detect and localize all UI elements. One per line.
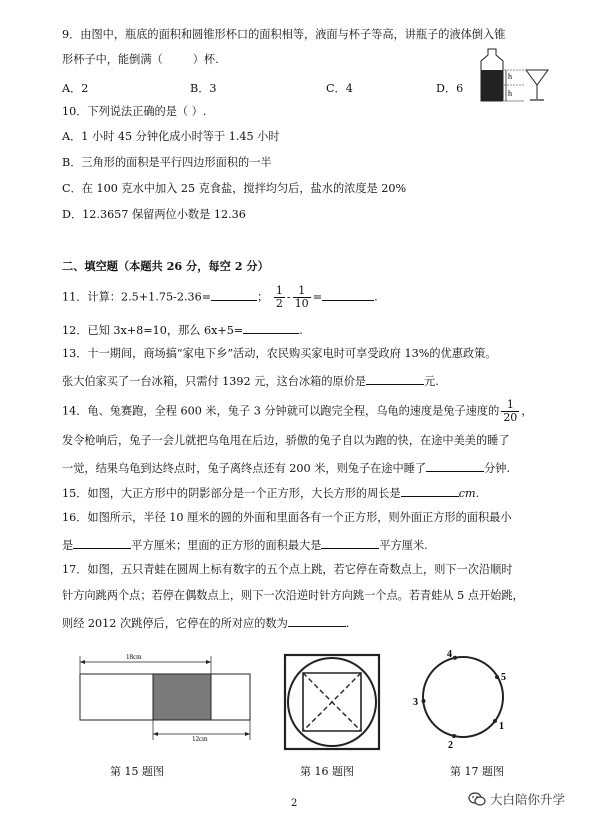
q14-line1 xyxy=(62,399,533,424)
fig15-shaded-square xyxy=(153,674,211,720)
cone-cup xyxy=(526,70,548,85)
q13-blank[interactable] xyxy=(366,373,424,385)
q9-option-c: C．4 xyxy=(326,82,353,95)
q15-line xyxy=(62,485,479,501)
caption-fig16: 第 16 题图 xyxy=(300,765,354,778)
q15-end: . xyxy=(475,487,480,500)
q11-blank-2[interactable] xyxy=(322,289,374,301)
q10-option-b: B．三角形的面积是平行四边形面积的一半 xyxy=(62,156,272,169)
q14-line1-text: 14．龟、兔赛跑，全程 600 米，兔子 3 分钟就可以跑完全程，乌龟的速度是兔子速度的 xyxy=(62,404,500,418)
q11-line xyxy=(62,285,378,310)
q11-fraction-2: $\frac{1}{10}$ xyxy=(294,284,309,310)
h-label-top: h xyxy=(508,72,512,81)
fig15-bottom-label: 12cm xyxy=(192,735,208,743)
wechat-icon xyxy=(468,791,486,807)
q13-line1: 13．十一期间，商场搞“家电下乡”活动，农民购买家电时可享受政府 13%的优惠政策。 xyxy=(62,347,497,360)
q9-option-d: D．6 xyxy=(436,82,464,95)
q13-line2 xyxy=(62,373,439,389)
q12-blank[interactable] xyxy=(243,322,299,334)
q12-prefix: 12．已知 3x+8=10，那么 6x+5= xyxy=(62,324,244,337)
q14-line2: 发令枪响后，兔子一会儿就把乌龟甩在后边，骄傲的兔子自以为跑的快，在途中美美的睡了 xyxy=(62,434,510,447)
q12-line xyxy=(62,322,303,338)
q16-line2-suffix: 平方厘米. xyxy=(379,539,428,552)
q11-sep: ； xyxy=(257,290,269,304)
fig17-point-5: 5 xyxy=(501,672,506,683)
q16-blank-2[interactable] xyxy=(321,537,379,549)
q11-end: . xyxy=(374,290,378,304)
q16-line2-mid: 平方厘米；里面的正方形的面积最大是 xyxy=(131,539,322,552)
fig17-point-4: 4 xyxy=(447,649,452,660)
fig17-circle xyxy=(423,657,503,737)
q10-option-a: A．1 小时 45 分钟化成小时等于 1.45 小时 xyxy=(62,130,280,143)
q14-blank[interactable] xyxy=(426,460,484,472)
q16-line1: 16．如图所示，半径 10 厘米的圆的外面和里面各有一个正方形，则外面正方形的面积最小 xyxy=(62,511,512,524)
caption-fig17: 第 17 题图 xyxy=(450,765,504,778)
q11-minus: - xyxy=(286,290,291,304)
q13-line2-suffix: 元. xyxy=(424,375,439,388)
page-number: 2 xyxy=(291,798,298,809)
q11-prefix: 11．计算：2.5+1.75-2.36= xyxy=(62,290,212,304)
q17-line3-suffix: . xyxy=(345,617,350,630)
watermark xyxy=(468,790,565,808)
q17-line3-prefix: 则经 2012 次跳停后，它停在的所对应的数为 xyxy=(62,617,288,630)
q13-line2-prefix: 张大伯家买了一台冰箱，只需付 1392 元，这台冰箱的原价是 xyxy=(62,375,367,388)
q15-blank[interactable] xyxy=(401,485,459,497)
section2-note: （本题共 26 分，每空 2 分） xyxy=(117,259,269,273)
q14-line3-suffix: 分钟. xyxy=(484,462,511,475)
q11-blank-1[interactable] xyxy=(211,289,257,301)
figure-17 xyxy=(408,645,518,750)
q16-line2 xyxy=(62,537,428,553)
q11-fraction-1: $\frac{1}{2}$ xyxy=(275,284,283,310)
bottle-liquid xyxy=(481,70,503,101)
section2-title: 二、填空题 xyxy=(62,259,118,273)
q9-option-b: B．3 xyxy=(190,82,217,95)
q14-line3-prefix: 一觉，结果乌龟到达终点时，兔子离终点还有 200 米，则兔子在途中睡了 xyxy=(62,462,427,475)
fig15-top-label: 18cm xyxy=(126,653,142,661)
section2-heading xyxy=(62,259,269,273)
watermark-text: 大白陪你升学 xyxy=(490,792,566,807)
q15-unit: cm xyxy=(458,487,476,500)
q9-line1: 9．由图中，瓶底的面积和圆锥形杯口的面积相等，液面与杯子等高，讲瓶子的液体倒入锥 xyxy=(62,28,506,41)
caption-fig15: 第 15 题图 xyxy=(110,765,164,778)
fig17-point-1: 1 xyxy=(499,721,504,732)
q10-stem: 10．下列说法正确的是（ ）. xyxy=(62,105,207,118)
q10-option-c: C．在 100 克水中加入 25 克食盐，搅拌均匀后，盐水的浓度是 20% xyxy=(62,182,407,195)
q11-equals: = xyxy=(312,290,323,304)
q9-line2 xyxy=(62,53,219,67)
q10-option-d: D．12.3657 保留两位小数是 12.36 xyxy=(62,208,246,221)
q17-line3 xyxy=(62,615,349,631)
fig17-point-2: 2 xyxy=(448,740,453,750)
figure-15 xyxy=(70,648,260,748)
q14-fraction: $\frac{1}{20}$ xyxy=(503,398,518,424)
q9-option-a: A．2 xyxy=(62,82,89,95)
q9-line2-prefix: 形杯子中，能倒满（ xyxy=(62,53,163,66)
q15-prefix: 15．如图，大正方形中的阴影部分是一个正方形，大长方形的周长是 xyxy=(62,487,401,500)
q9-bottle-cup-figure xyxy=(476,46,556,104)
figure-16 xyxy=(283,653,383,751)
h-label-bottom: h xyxy=(508,89,512,98)
fig17-point-3: 3 xyxy=(413,697,418,708)
q12-end: . xyxy=(299,324,303,337)
q17-blank[interactable] xyxy=(288,615,346,627)
q14-line3 xyxy=(62,460,510,476)
q16-blank-1[interactable] xyxy=(73,537,131,549)
q14-tail: ， xyxy=(521,404,533,418)
q17-line2: 针方向跳两个点；若停在偶数点上，则下一次沿逆时针方向跳一个点。若青蛙从 5 点开始跳， xyxy=(62,589,524,602)
q17-line1: 17．如图，五只青蛙在圆周上标有数字的五个点上跳，若它停在奇数点上，则下一次沿顺时 xyxy=(62,563,513,576)
q9-line2-suffix: ）杯. xyxy=(192,53,219,66)
q16-line2-prefix: 是 xyxy=(62,539,74,552)
